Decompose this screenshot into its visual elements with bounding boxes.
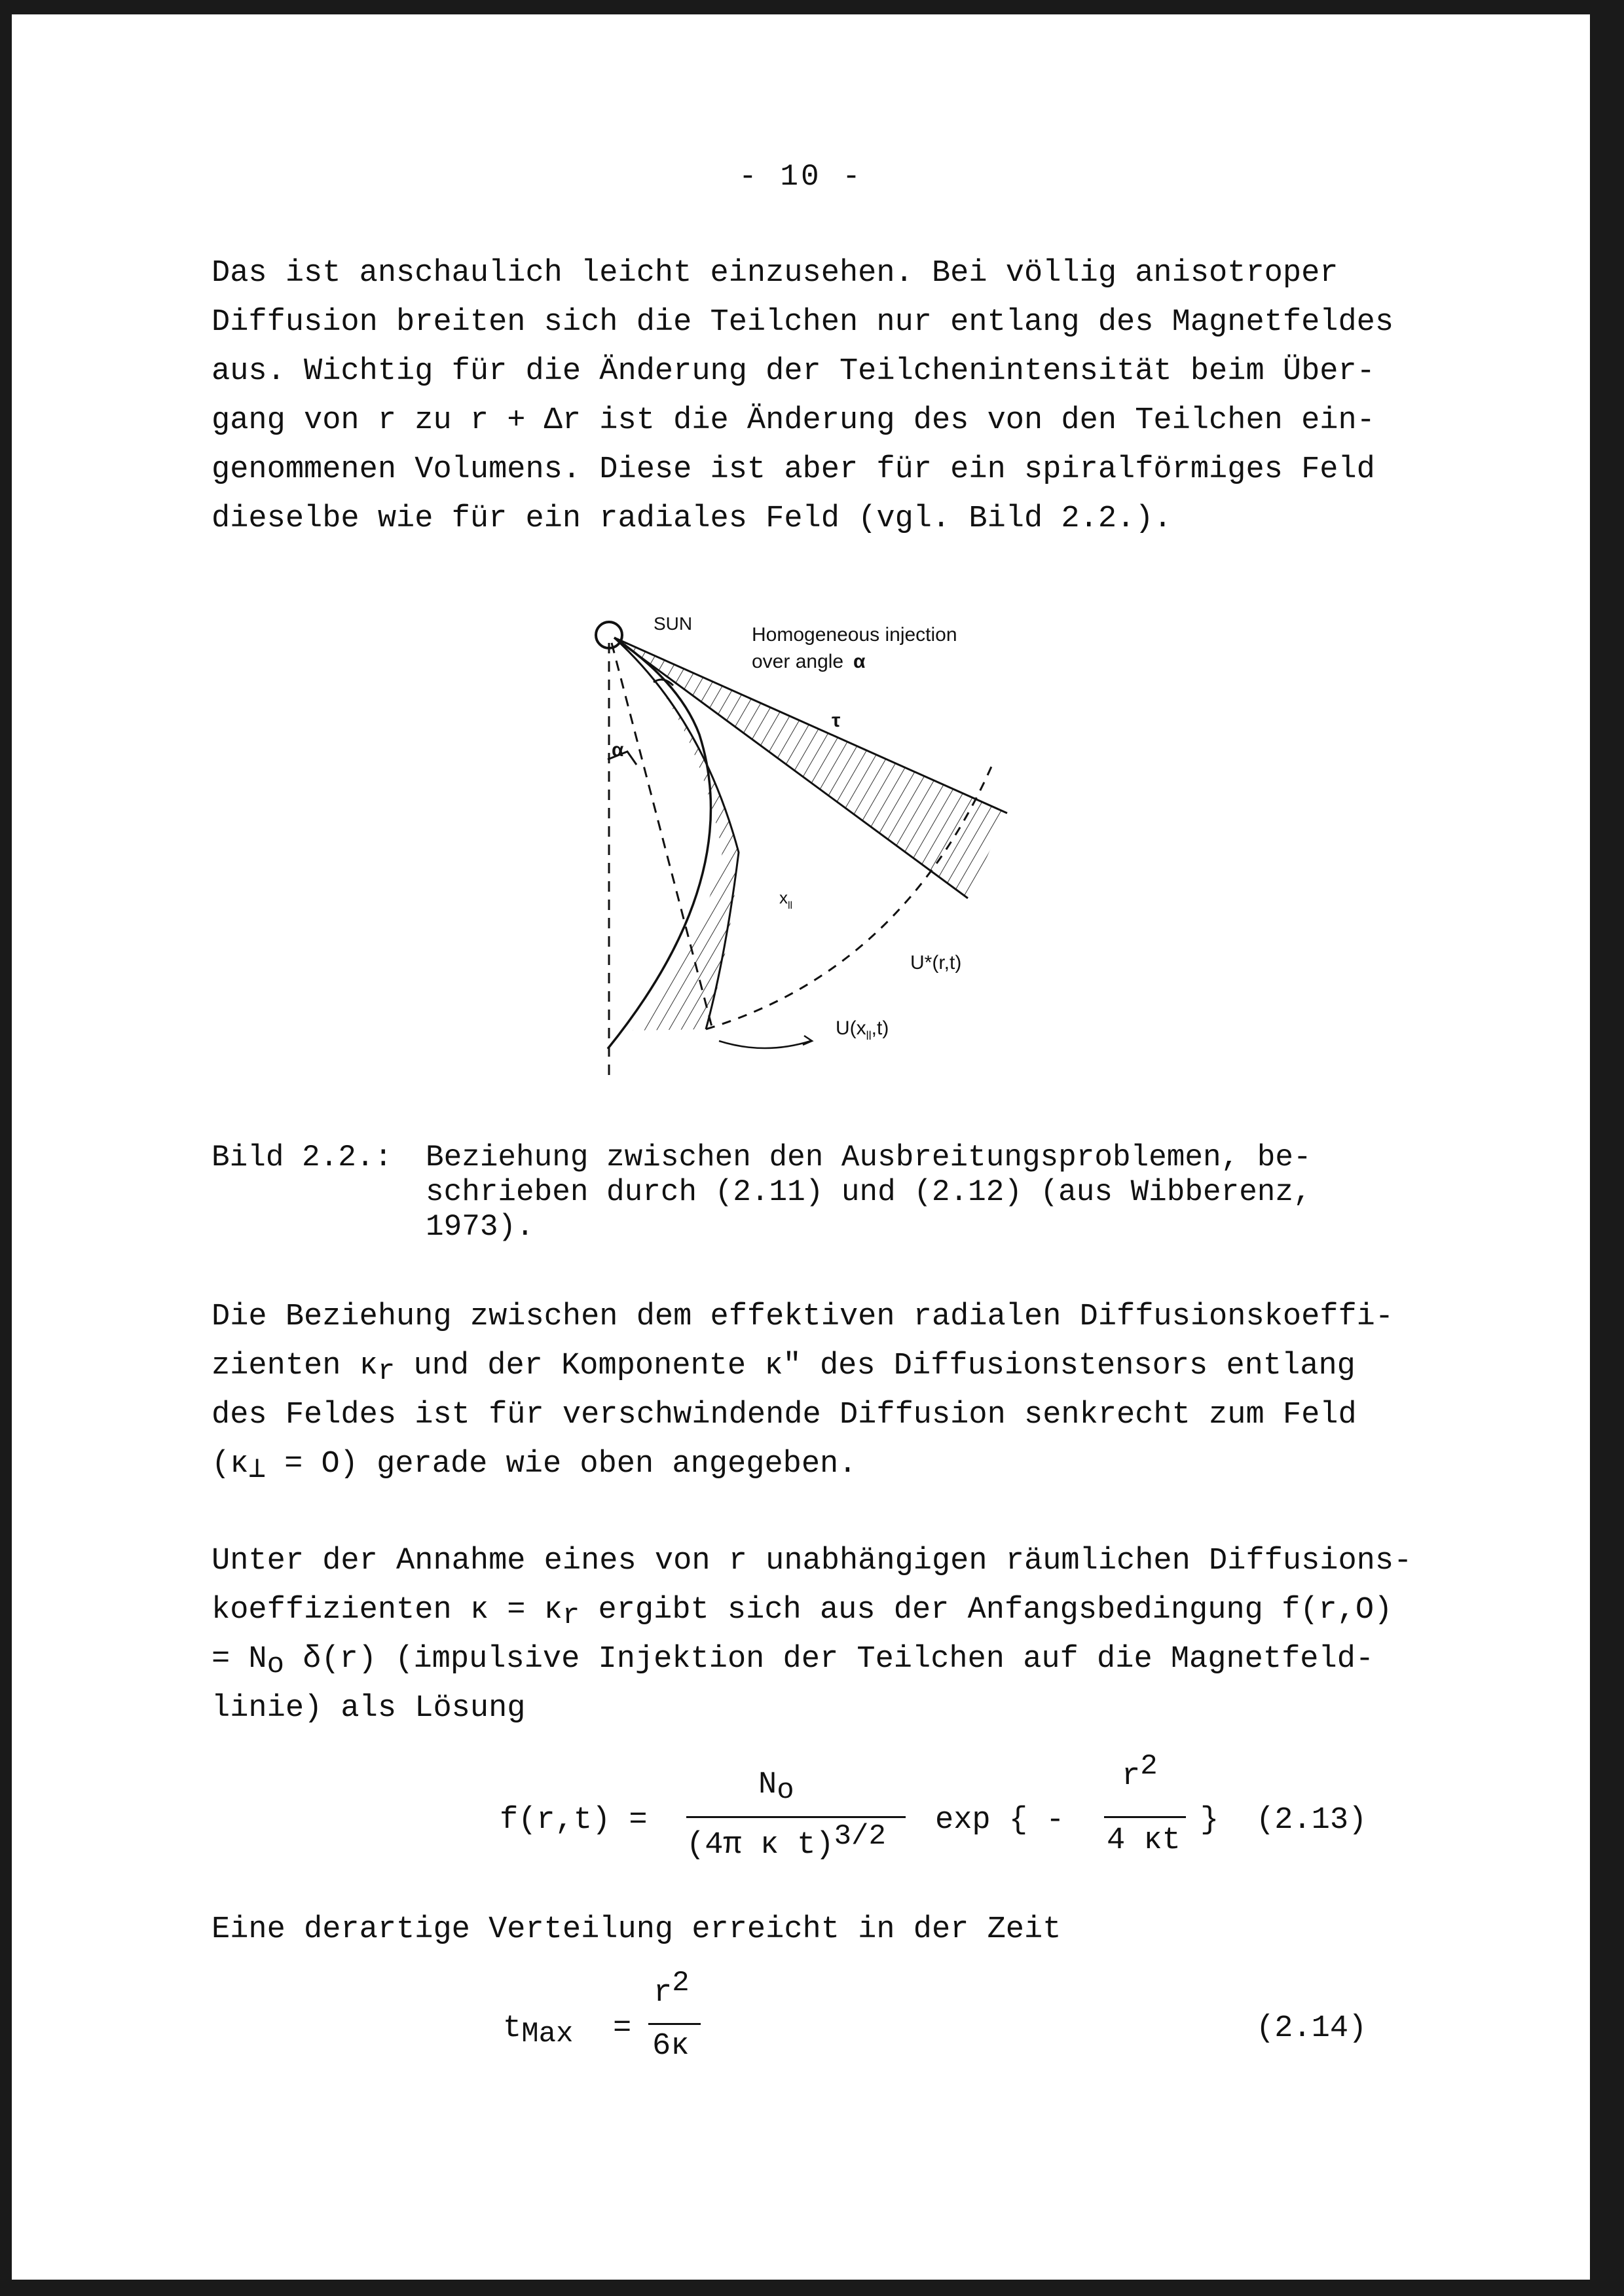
eq13-number: (2.13): [1256, 1803, 1367, 1838]
caption-label: Bild 2.2.:: [212, 1140, 393, 1175]
eq13-frac2-bar: [1104, 1816, 1186, 1818]
text-line: Unter der Annahme eines von r unabhängigen räumlichen Diffusions-: [212, 1544, 1412, 1578]
injection-label-line1: Homogeneous injection: [752, 624, 957, 646]
u-star-label: U*(r,t): [910, 952, 962, 974]
paragraph-diffusion-relation: [212, 1292, 1521, 1489]
document-page: [12, 14, 1590, 2280]
text-line: koeffizienten $\kappa = \kappa_r$ ergibt sich aus der Anfangsbedingung f(r,O): [212, 1593, 1393, 1632]
eq14-fraction-bar: [648, 2023, 701, 2025]
eq13-numerator: $N_o$: [758, 1768, 794, 1807]
eq13-lhs: f(r,t) =: [500, 1803, 648, 1838]
text-line: linie) als Lösung: [212, 1691, 526, 1726]
text-line: des Feldes ist für verschwindende Diffusion senkrecht zum Feld: [212, 1398, 1357, 1432]
paragraph-intro: [212, 249, 1521, 543]
page-number: - 10 -: [739, 160, 863, 194]
text-line: zienten $\kappa_r$ und der Komponente κ" des Diffusionstensors entlang: [212, 1349, 1356, 1388]
text-line: Die Beziehung zwischen dem effektiven radialen Diffusionskoeffi-: [212, 1300, 1394, 1334]
arrow-head-icon: [803, 1036, 812, 1045]
eq13-frac2-numerator: $r^2$: [1122, 1750, 1158, 1794]
eq14-equals: =: [613, 2011, 632, 2046]
sun-label: SUN: [654, 613, 693, 634]
eq14-denominator: 6κ: [652, 2029, 690, 2064]
tau-label: τ: [832, 710, 841, 731]
eq13-exp: exp { -: [935, 1803, 1065, 1838]
text-line: genommenen Volumens. Diese ist aber für ein spiralförmiges Feld: [212, 452, 1375, 487]
paragraph-assumption: [212, 1537, 1521, 1733]
radial-cone-region: [614, 638, 1007, 898]
text-line: = $N_o$ δ(r) (impulsive Injektion der Teilchen auf die Magnetfeld-: [212, 1642, 1375, 1681]
text-line: gang von r zu r + Δr ist die Änderung des von den Teilchen ein-: [212, 403, 1375, 438]
caption-text: [426, 1140, 1312, 1245]
text-line: $(\kappa_\perp = O)$ gerade wie oben angegeben.: [212, 1447, 857, 1486]
x-parallel-label: $x_{ll}$: [779, 888, 793, 911]
text-line: Diffusion breiten sich die Teilchen nur entlang des Magnetfeldes: [212, 305, 1394, 340]
eq14-numerator: $r^2$: [654, 1967, 690, 2011]
figure-diffusion-diagram: [588, 604, 1060, 1088]
eq14-lhs: $t_{Max}$: [503, 2011, 574, 2050]
caption-line: 1973).: [426, 1210, 534, 1244]
eq13-close: }: [1200, 1803, 1219, 1838]
text-line: aus. Wichtig für die Änderung der Teilchenintensität beim Über-: [212, 354, 1375, 389]
u-x-label: $U(x_{ll},t)$: [836, 1017, 889, 1042]
arrow-curve: [719, 1041, 811, 1048]
eq13-fraction-bar: [686, 1816, 906, 1818]
text-line: dieselbe wie für ein radiales Feld (vgl. Bild 2.2.).: [212, 501, 1172, 536]
eq13-frac2-denominator: 4 κt: [1107, 1823, 1181, 1858]
caption-line: Beziehung zwischen den Ausbreitungsproblemen, be-: [426, 1140, 1312, 1175]
alpha-angle-label: α: [612, 739, 624, 761]
caption-line: schrieben durch (2.11) und (2.12) (aus Wibberenz,: [426, 1175, 1312, 1209]
eq13-denominator: (4π κ t)$^{3/2}$: [686, 1820, 886, 1863]
alpha-symbol-label: α: [853, 651, 866, 672]
paragraph-time: [212, 1905, 1521, 1954]
eq14-number: (2.14): [1256, 2011, 1367, 2046]
text-line: Das ist anschaulich leicht einzusehen. Bei völlig anisotroper: [212, 256, 1338, 291]
injection-label-line2: over angle: [752, 651, 844, 672]
text-line: Eine derartige Verteilung erreicht in der Zeit: [212, 1912, 1061, 1947]
